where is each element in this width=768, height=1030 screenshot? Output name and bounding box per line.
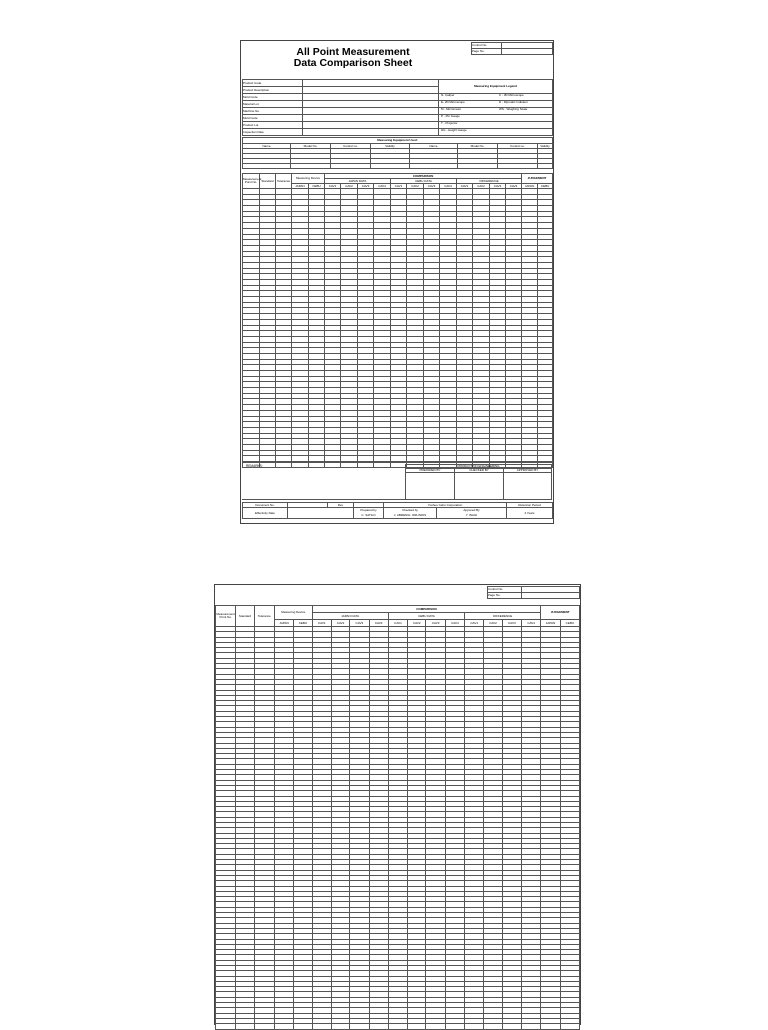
cavity-subheader: CAV2 [473,184,490,189]
product-field-label: Product Code [243,80,303,87]
product-field-value[interactable] [303,80,439,87]
data-cell[interactable] [216,1024,236,1029]
device-subheader: JAPAN [292,184,309,189]
comparison-header: COMPARISON [325,174,522,179]
device-subheader: CEBU [294,620,312,627]
remarks-label: REMARKS: [246,464,263,468]
document-no-label: Document No. [243,503,288,508]
equipment-cell[interactable] [371,164,410,169]
legend-item: HG - Height Gauge [441,128,467,132]
checked-by-label: CHECKED BY [455,469,504,473]
cavity-subheader: CAV4 [445,620,464,627]
cavity-subheader: CAV4 [506,184,522,189]
data-cell[interactable] [426,1024,445,1029]
tolerance-header: Tolerance [276,174,292,189]
approved-by-label: APPROVED BY [504,469,552,473]
legend-item: T - Projector [441,121,458,125]
equipment-cell[interactable] [538,164,553,169]
tolerance-header: Tolerance [254,606,274,627]
cavity-subheader: CAV3 [424,184,440,189]
data-cell[interactable] [254,1024,274,1029]
product-field-value[interactable] [303,108,439,115]
sheet-title-line2: Data Comparison Sheet [293,57,413,69]
data-cell[interactable] [388,1024,407,1029]
legend-item: N- Caliper [441,93,455,97]
measuring-device-header: Measuring Device [292,174,325,184]
equipment-header: Control no. [331,144,371,149]
equipment-header: Model No. [291,144,331,149]
device-subheader: CEBU [309,184,325,189]
checked-name: J. ABREN/H. ORLINDIS [393,513,427,517]
equipment-used-table [242,137,553,169]
difference-header: DIFFERENCE [465,613,541,620]
page-no-field[interactable] [522,593,580,599]
legend-item: D - Dipmatic Indicator [499,100,528,104]
cavity-subheader: CAV1 [312,620,331,627]
judgement-subheader: JAPAN [541,620,560,627]
cavity-subheader: CAV1 [465,620,484,627]
approval-table [405,464,552,500]
cavity-subheader: CAV4 [521,620,540,627]
approved-by-signature[interactable] [504,473,552,500]
standard-header: Standard [236,606,254,627]
page-no-field[interactable] [502,49,553,55]
data-cell[interactable] [294,1024,312,1029]
cavity-subheader: CAV2 [407,184,424,189]
equipment-cell[interactable] [458,164,498,169]
judgement-subheader: CEBU [560,620,579,627]
product-field-value[interactable] [303,122,439,129]
footer-table [242,502,553,519]
cavity-subheader: CAV3 [358,184,374,189]
cavity-subheader: CAV3 [426,620,445,627]
data-cell[interactable] [369,1024,388,1029]
product-info-table [242,79,553,136]
equipment-header: Validity [538,144,553,149]
data-cell[interactable] [350,1024,369,1029]
control-no-label: Control No. [488,587,522,593]
data-cell[interactable] [312,1024,331,1029]
legend-item: WS - Weighing Scale [499,107,528,111]
data-cell[interactable] [465,1024,484,1029]
checked-label: Checked by [402,508,418,512]
control-box-2 [487,586,580,599]
data-cell[interactable] [521,1024,540,1029]
table-row [216,1024,580,1029]
prepared-label: Prepared by [360,508,377,512]
rev-label: Rev [328,503,354,508]
data-cell[interactable] [236,1024,254,1029]
legend-item: C - 3D Microscope [499,93,524,97]
comparison-header: COMPARISON [312,606,541,613]
product-field-value[interactable] [303,87,439,94]
judgement-header: JUDGEMENT [541,606,580,620]
cavity-subheader: CAV2 [331,620,349,627]
company-name: Yusheo Cebu Corporation [384,503,507,508]
cavity-subheader: CAV3 [502,620,521,627]
cavity-subheader: CAV4 [369,620,388,627]
page-2 [214,584,581,1025]
control-box [471,42,553,55]
difference-header: DIFFERENCE [457,179,522,184]
product-field-label: Mold Code [243,94,303,101]
checked-by-signature[interactable] [455,473,504,500]
prepared-by-signature[interactable] [406,473,455,500]
data-cell[interactable] [331,1024,349,1029]
data-cell[interactable] [445,1024,464,1029]
judgement-subheader: JAPAN [522,184,538,189]
cavity-subheader: CAV3 [350,620,369,627]
data-grid [242,173,553,468]
product-field-label: Inspection Date [243,129,303,136]
cavity-subheader: CAV1 [457,184,473,189]
data-cell[interactable] [502,1024,521,1029]
sheet-title-line1: All Point Measurement [296,46,410,58]
retention-label: Retention Period [507,503,553,508]
equipment-header: Name [410,144,458,149]
cavity-subheader: CAV2 [484,620,502,627]
cavity-subheader: CAV1 [391,184,407,189]
equipment-header: Validity [371,144,410,149]
cavity-subheader: CAV2 [341,184,358,189]
equipment-cell[interactable] [498,164,538,169]
cavity-subheader: CAV1 [388,620,407,627]
prepared-name: C. SATILO [361,513,376,517]
equipment-header: Model No. [458,144,498,149]
data-cell[interactable] [484,1024,502,1029]
cavity-subheader: CAV3 [490,184,506,189]
legend-item: P - Pin Gauge [441,114,460,118]
page-1 [240,40,554,524]
measurement-point-header: Measurement Point No. [216,606,236,627]
cavity-subheader: CAV4 [440,184,457,189]
judgement-subheader: CEBU [538,184,553,189]
equipment-cell[interactable] [291,164,331,169]
product-field-value[interactable] [303,94,439,101]
effectivity-label: Effectivity Date [243,508,288,519]
equipment-cell[interactable] [331,164,371,169]
legend-item: M - Micrometer [441,107,462,111]
equipment-header: Control no. [498,144,538,149]
cebu-data-header: CEBU DATA [391,179,457,184]
equipment-header: Name [243,144,291,149]
production-engineering-label: PRODUCTION ENGINEERING [406,465,552,469]
japan-data-header: JAPAN DATA [325,179,391,184]
legend-item: E- 2D Microscope [441,100,465,104]
cavity-subheader: CAV1 [325,184,341,189]
product-field-label: Machine No. [243,108,303,115]
measuring-device-header: Measuring Device [274,606,312,620]
japan-data-header: JAPAN DATA [312,613,388,620]
device-subheader: JAPAN [274,620,293,627]
legend-title: Measuring Equipment Legend [439,80,553,94]
judgement-header: JUDGEMENT [522,174,553,184]
data-cell[interactable] [274,1024,293,1029]
page-no-label: Page No. [472,49,502,55]
product-field-label: Material Lot [243,101,303,108]
cavity-subheader: CAV2 [408,620,426,627]
cavity-subheader: CAV4 [374,184,391,189]
product-field-label: Product Description [243,87,303,94]
approved-name: Y. INAGI [465,513,478,517]
equipment-cell[interactable] [243,164,291,169]
product-field-value[interactable] [303,129,439,136]
data-cell[interactable] [541,1024,560,1029]
retention-value: 2 Years [507,508,553,519]
data-cell[interactable] [560,1024,579,1029]
page-no-label: Page No. [488,593,522,599]
data-grid-2 [215,605,580,1030]
data-cell[interactable] [408,1024,426,1029]
prepared-by-label: PREPARED BY [406,469,455,473]
measurement-point-header: Measurement Point No. [243,174,260,189]
product-field-label: Product Lot [243,122,303,129]
approved-label: Appoved By [463,508,480,512]
control-no-label: Control No. [472,43,502,49]
product-field-label: Mold Code [243,115,303,122]
equipment-used-title: Measuring Equipment Used: [243,138,553,144]
remarks-section [242,462,552,500]
cebu-data-header: CEBU DATA [388,613,464,620]
product-field-value[interactable] [303,101,439,108]
product-field-value[interactable] [303,115,439,122]
equipment-cell[interactable] [410,164,458,169]
standard-header: Standard [260,174,276,189]
